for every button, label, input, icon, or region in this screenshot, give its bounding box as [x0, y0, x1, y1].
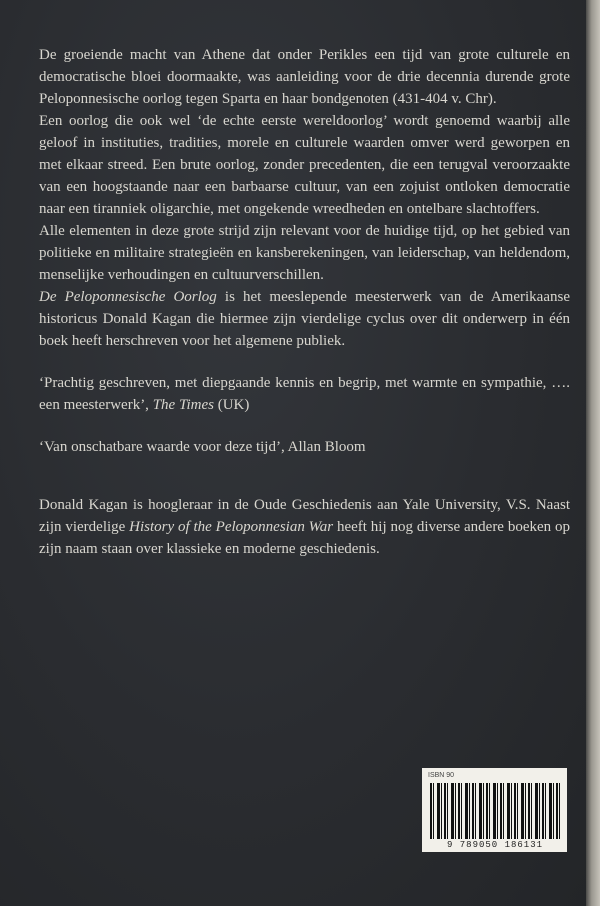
- book-title: De Peloponnesische Oorlog: [39, 289, 217, 305]
- author-bio: [39, 494, 570, 560]
- author-bio-end: heeft hij nog diverse andere boeken op zijn naam staan over klassieke en moderne geschiedenis.: [39, 519, 570, 557]
- quote-times-text: ‘Prachtig geschreven, met diepgaande kennis en begrip, met warmte en sympathie, …. een meesterwerk’,: [39, 375, 570, 413]
- barcode-number: 9 789050 186131: [446, 840, 543, 850]
- author-bio-title: History of the Peloponnesian War: [129, 519, 334, 535]
- barcode-icon: [430, 783, 560, 839]
- relevance-paragraph: Alle elementen in deze grote strijd zijn relevant voor de huidige tijd, op het gebied van politieke en militaire strategieën en kansberekeningen, van leiderschap, van heldendom, menselijke verhoudingen en cultuurverschillen.: [39, 223, 570, 283]
- barcode-label: [422, 768, 567, 852]
- quote-bloom: ‘Van onschatbare waarde voor deze tijd’, Allan Bloom: [39, 439, 366, 455]
- blurb-text: [39, 44, 570, 560]
- book-description-paragraph: [39, 286, 570, 352]
- isbn-top-text: ISBN 90: [428, 772, 455, 779]
- war-description-paragraph: Een oorlog die ook wel ‘de echte eerste wereldoorlog’ wordt genoemd waarbij alle geloof in instituties, tradities, morele en culturele waarden omver werd geworpen en met elkaar streed. Een brute oorlog, zonder precedenten, die een terugval veroorzaakte van een hoogstaande naar een barbaarse cultuur, van een zojuist ontloken democratie naar een tiranniek oligarchie, met ongekende wreedheden en ontelbare slachtoffers.: [39, 113, 570, 217]
- page-edge: [586, 0, 600, 906]
- intro-paragraph: De groeiende macht van Athene dat onder Perikles een tijd van grote culturele en democratische bloei doormaakte, was aanleiding voor de drie decennia durende grote Peloponnesische oorlog tegen Sparta en haar bondgenoten (431-404 v. Chr).: [39, 47, 570, 107]
- author-bio-start: Donald Kagan is hoogleraar in de Oude Geschiedenis aan Yale University, V.S. Naast zijn vierdelige: [39, 497, 570, 535]
- book-description: is het meeslepende meesterwerk van de Amerikaanse historicus Donald Kagan die hiermee zijn vierdelige cyclus over dit onderwerp in één boek heeft herschreven voor het algemene publiek.: [39, 289, 570, 349]
- quote-times-suffix: (UK): [213, 397, 250, 413]
- quote-times: [39, 372, 570, 416]
- quote-times-source: The Times: [152, 397, 214, 413]
